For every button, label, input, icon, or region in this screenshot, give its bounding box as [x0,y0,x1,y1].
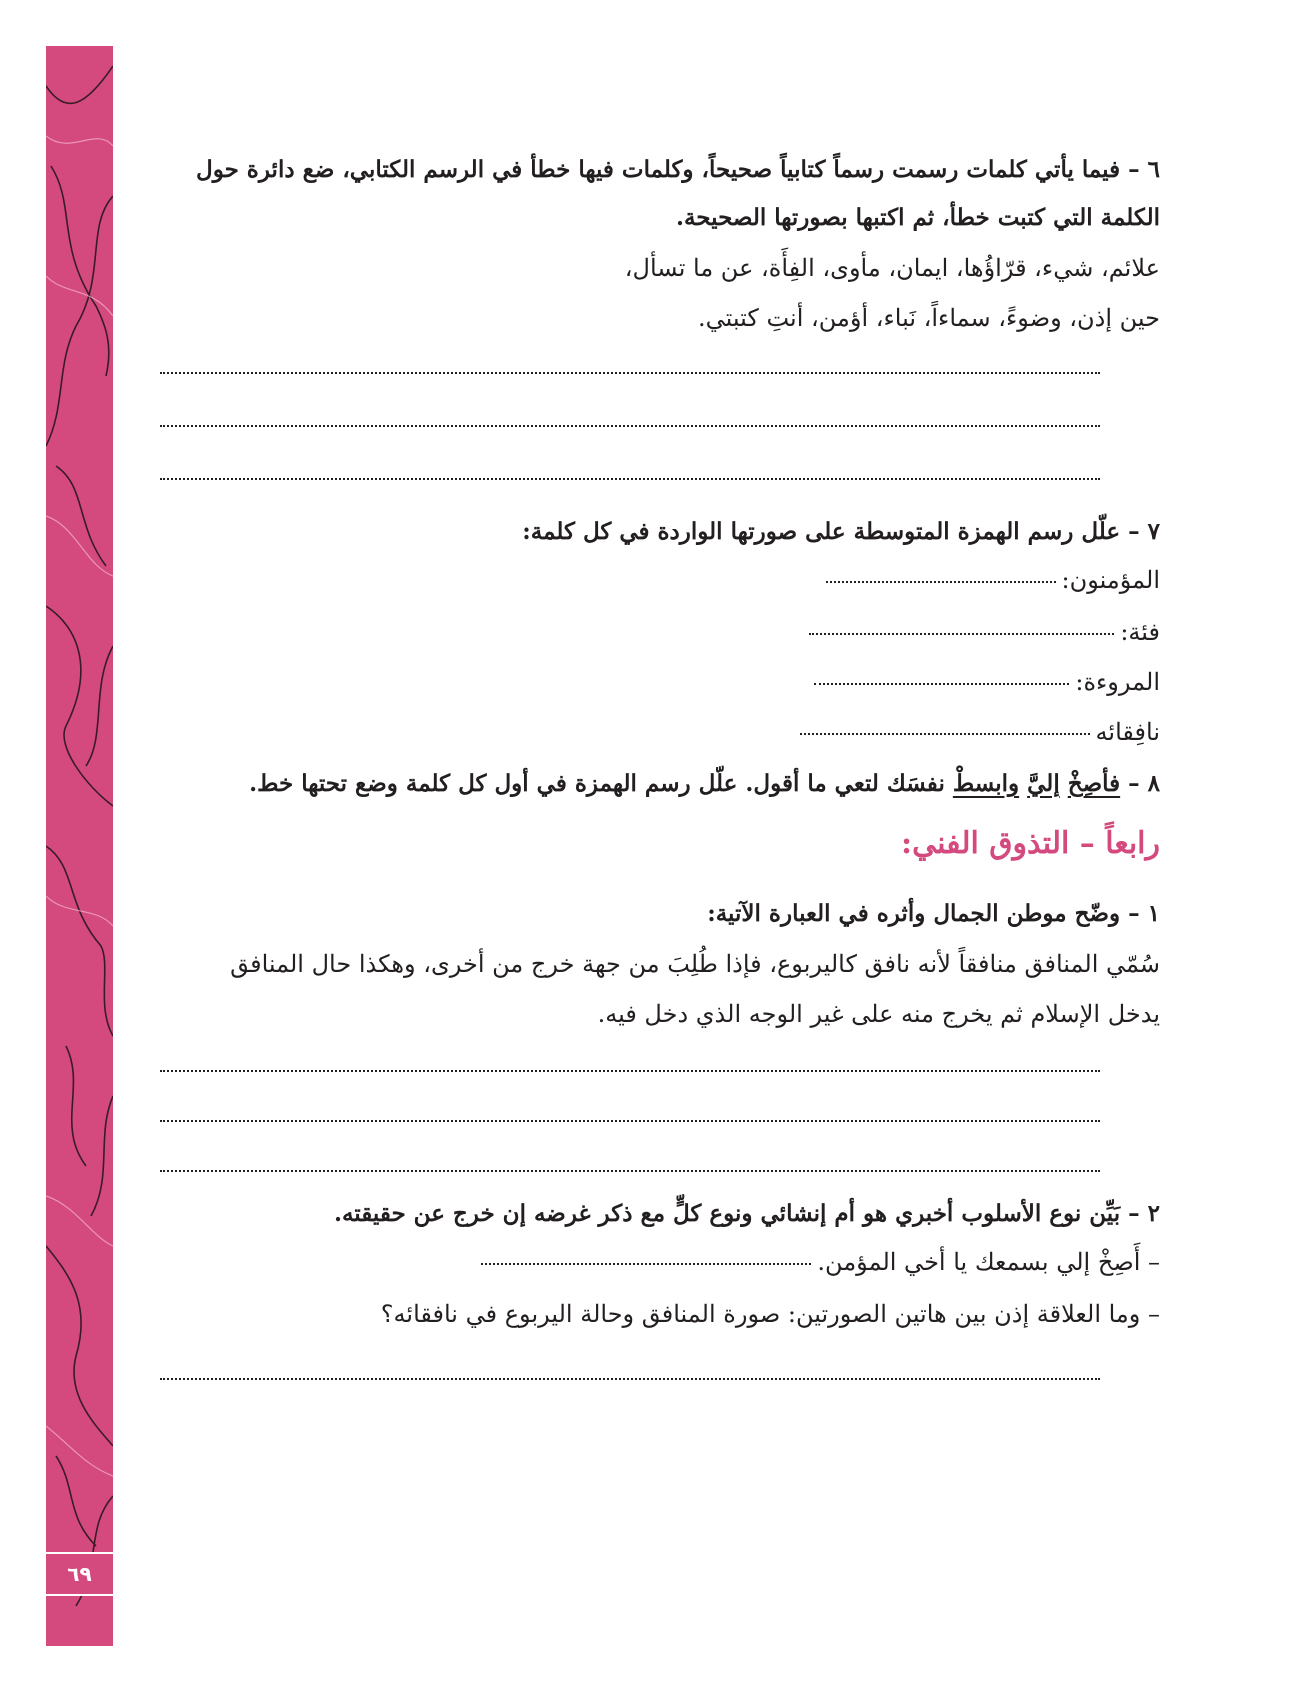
s4-q1-text-line-2: يدخل الإسلام ثم يخرج منه على غير الوجه الذي دخل فيه. [597,1000,1160,1028]
q6-prompt-line-2: الكلمة التي كتبت خطأ، ثم اكتبها بصورتها الصحيحة. [675,204,1160,231]
sidebar-pattern [46,46,113,1646]
q7-item-word: نافِقائه [1095,718,1160,746]
s4-q2-item-text: – أَصِخْ إلي بسمعك يا أخي المؤمن. [817,1248,1160,1276]
answer-line[interactable] [160,372,1100,374]
q6-prompt-line-1: ٦ – فيما يأتي كلمات رسمت رسماً كتابياً صحيحاً، وكلمات فيها خطأ في الرسم الكتابي، ضع دائرة حول [195,156,1160,183]
q7-item [809,618,1160,646]
decorative-sidebar [46,46,113,1646]
page-number: ٦٩ [46,1552,113,1596]
q8-underlined-word: فأصِخْ [1067,770,1121,797]
s4-q1-prompt: ١ – وضّح موطن الجمال وأثره في العبارة الآتية: [707,900,1160,927]
answer-line[interactable] [160,478,1100,480]
answer-line[interactable] [809,633,1114,635]
q7-prompt: ٧ – علّل رسم الهمزة المتوسطة على صورتها الواردة في كل كلمة: [522,518,1160,545]
answer-line[interactable] [814,683,1069,685]
s4-q2-item [481,1248,1160,1276]
q7-item [826,566,1160,594]
s4-q1-text-line-1: سُمّي المنافق منافقاً لأنه نافق كاليربوع، فإذا طُلِبَ من جهة خرج من أخرى، وهكذا حال المنافق [230,950,1160,978]
q8-underlined-word: إليَّ [1027,770,1060,797]
answer-line[interactable] [160,1070,1100,1072]
q6-words-line-2: حين إذن، وضوءً، سماءاً، نَباء، أؤمن، أنتِ كتبتي. [698,304,1160,332]
s4-q2-prompt: ٢ – بَيِّن نوع الأسلوب أخبري هو أم إنشائي ونوع كلٍّ مع ذكر غرضه إن خرج عن حقيقته. [333,1200,1160,1227]
answer-line[interactable] [826,581,1056,583]
q7-item [800,718,1160,746]
q8-underlined-word: وابسطْ [952,770,1020,797]
answer-line[interactable] [800,733,1090,735]
q7-item-word: المروءة: [1075,668,1160,696]
answer-line[interactable] [160,425,1100,427]
answer-line[interactable] [160,1120,1100,1122]
s4-q2-item: – وما العلاقة إذن بين هاتين الصورتين: صورة المنافق وحالة اليربوع في نافقائه؟ [380,1300,1160,1328]
section-heading: رابعاً – التذوق الفني: [901,826,1160,861]
answer-line[interactable] [481,1263,811,1265]
answer-line[interactable] [160,1170,1100,1172]
q8-prompt [249,770,1160,797]
q7-item [814,668,1160,696]
q8-rest: نفسَك لتعي ما أقول. علّل رسم الهمزة في أول كل كلمة وضع تحتها خط. [249,770,945,797]
q7-item-word: فئة: [1120,618,1160,646]
answer-line[interactable] [160,1378,1100,1380]
q6-words-line-1: علائم، شيء، قرّاؤُها، ايمان، مأوى، الفِأَة، عن ما تسأل، [624,254,1160,282]
q7-item-word: المؤمنون: [1061,566,1160,594]
q8-number: ٨ – [1120,770,1160,797]
